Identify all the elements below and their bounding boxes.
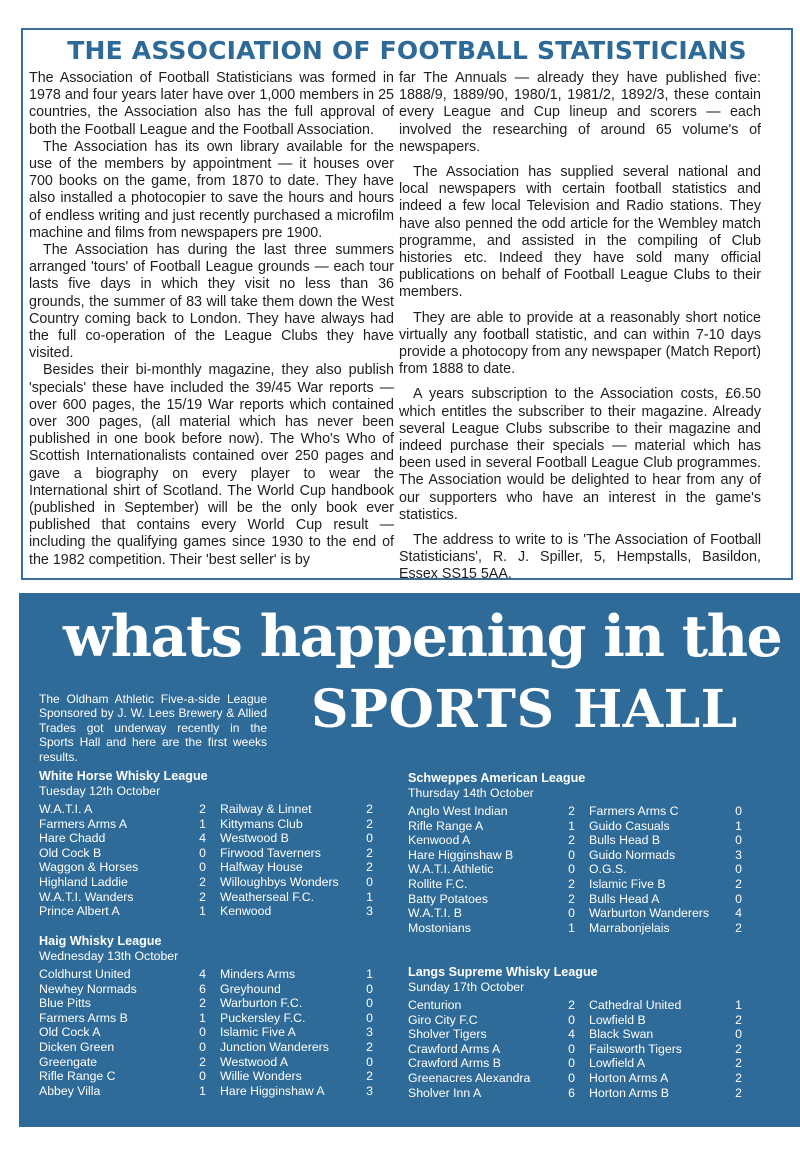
away-team: Kittymans Club [220,816,303,831]
home-team: Farmers Arms A [39,816,128,831]
away-score: 0 [735,833,742,848]
home-team: Greengate [39,1054,98,1069]
fixture-list [39,967,384,1098]
home-score: 0 [199,1069,206,1084]
away-score: 3 [366,1083,373,1098]
fixture-row [39,1025,384,1040]
away-team: Guido Normads [589,847,676,862]
home-score: 0 [568,862,575,877]
away-score: 2 [735,1041,742,1056]
home-score: 0 [199,1025,206,1040]
fixture-row [39,802,384,817]
away-score: 0 [735,804,742,818]
fixture-row [408,892,753,907]
home-score: 2 [568,891,575,906]
fixture-row [39,846,384,861]
home-score: 2 [199,996,206,1011]
away-team: Greyhound [220,981,281,996]
home-team: W.A.T.I. A [39,802,93,816]
fixture-row [408,1071,753,1086]
home-score: 2 [199,889,206,904]
league-name: White Horse Whisky League [39,769,208,783]
article-box [21,28,793,583]
fixture-row [408,1013,753,1028]
away-score: 2 [735,1012,742,1027]
fixture-row [408,833,753,848]
league-date: Tuesday 12th October [39,784,161,798]
article-paragraph: far The Annuals — already they have published five: 1888/9, 1889/90, 1980/1, 1981/2, 1892/3, these contain every League and Cup lineup and scorers — each involved the researching of around 65 volume's of newspapers. [399,70,761,155]
fixture-row [408,819,753,834]
away-team: Warburton Wanderers [589,906,710,921]
home-score: 2 [199,1054,206,1069]
fixture-row [408,804,753,819]
sports-hall-subhead: SPORTS HALL [311,679,738,740]
home-score: 0 [199,845,206,860]
home-team: Blue Pitts [39,996,91,1011]
league-schweppes [408,771,753,935]
home-score: 2 [568,876,575,891]
sports-hall-intro: The Oldham Athletic Five-a-side League Sponsored by J. W. Lees Brewery & Allied Trades got underway recently in the Sports Hall and here are the first weeks results. [39,692,267,764]
away-team: Puckersley F.C. [220,1010,306,1025]
away-team: Black Swan [589,1027,654,1042]
home-team: Newhey Normads [39,981,137,996]
home-team: Coldhurst United [39,967,131,981]
away-score: 2 [735,1085,742,1100]
away-team: Halfway House [220,860,303,875]
home-score: 0 [199,1039,206,1054]
away-team: Westwood A [220,1054,289,1069]
fixture-row [39,860,384,875]
article-paragraph: Besides their bi-monthly magazine, they also publish 'specials' these have included the 39/45 War reports — over 600 pages, the 15/19 War reports which contained over 300 pages, (all material which has never been published in one book before now). The Who's Who of Scottish Internationalists contained over 250 pages and gave a biography on every player to wear the International shirt of Scotland. The World Cup handbook (published in September) will be the only book ever published that contains every World Cup result — including the qualifying games since 1930 to the end of the 1982 competition. Their 'best seller' is by [29,362,394,568]
fixture-row [408,1042,753,1057]
away-team: Firwood Taverners [220,845,321,860]
home-score: 2 [568,804,575,818]
away-team: Minders Arms [220,967,296,981]
home-team: Sholver Tigers [408,1027,487,1042]
away-score: 1 [735,818,742,833]
home-score: 0 [568,1056,575,1071]
away-score: 0 [366,996,373,1011]
fixture-row [408,998,753,1013]
away-team: Horton Arms A [589,1070,669,1085]
home-score: 4 [199,967,206,981]
away-team: Bulls Head B [589,833,661,848]
fixture-list [39,802,384,919]
away-score: 0 [366,981,373,996]
home-team: Giro City F.C [408,1012,478,1027]
away-score: 3 [366,1025,373,1040]
home-score: 1 [568,920,575,935]
home-score: 0 [199,860,206,875]
away-score: 4 [735,906,742,921]
home-team: Abbey Villa [39,1083,101,1098]
fixture-row [39,1069,384,1084]
away-score: 2 [366,845,373,860]
away-score: 1 [366,967,373,981]
away-team: Railway & Linnet [220,802,312,816]
fixture-row [39,875,384,890]
away-team: Farmers Arms C [589,804,679,818]
article-paragraph: The Association has supplied several national and local newspapers with certain football statistics and indeed a few local Television and Radio stations. They have also penned the odd article for the Wembley match programme, and assisted in the compiling of Club histories etc. Indeed they have sold many official publications on behalf of Football League Clubs to their members. [399,164,761,301]
fixture-list [408,804,753,935]
home-team: Hare Chadd [39,831,106,846]
home-score: 0 [568,847,575,862]
away-score: 2 [366,860,373,875]
away-score: 0 [366,1054,373,1069]
article-title: THE ASSOCIATION OF FOOTBALL STATISTICIANS [67,36,747,65]
away-team: Willie Wonders [220,1069,302,1084]
away-team: O.G.S. [589,862,627,877]
home-score: 6 [199,981,206,996]
away-team: Hare Higginshaw A [220,1083,325,1098]
away-score: 2 [735,1056,742,1071]
home-score: 2 [568,998,575,1012]
fixture-row [408,862,753,877]
league-name: Schweppes American League [408,771,586,785]
article-paragraph: They are able to provide at a reasonably short notice virtually any football statistic, and can within 7-10 days provide a photocopy from any newspaper (Match Report) from 1888 to date. [399,309,761,378]
away-team: Weatherseal F.C. [220,889,315,904]
away-score: 0 [735,862,742,877]
league-date: Wednesday 13th October [39,949,179,963]
league-white-horse [39,769,384,919]
away-team: Failsworth Tigers [589,1041,682,1056]
fixture-row [39,1011,384,1026]
away-score: 2 [735,1070,742,1085]
away-team: Kenwood [220,904,272,919]
home-score: 1 [199,1083,206,1098]
home-team: W.A.T.I. Athletic [408,862,494,877]
fixture-row [408,1027,753,1042]
home-score: 2 [568,833,575,848]
fixture-row [39,996,384,1011]
away-score: 0 [366,831,373,846]
home-score: 6 [568,1085,575,1100]
away-team: Lowfield A [589,1056,646,1071]
home-team: Sholver Inn A [408,1085,482,1100]
away-score: 0 [366,874,373,889]
league-name: Haig Whisky League [39,934,162,948]
away-team: Guido Casuals [589,818,670,833]
away-team: Bulls Head A [589,891,660,906]
fixture-list [408,998,753,1100]
league-name: Langs Supreme Whisky League [408,965,598,979]
fixture-row [408,848,753,863]
article-paragraph: The Association has during the last three summers arranged 'tours' of Football League grounds — each tour lasts five days in which they visit no less than 36 grounds, the summer of 83 will take them down the West Country coming back to London. They have always had the full co-operation of the League Clubs they have visited. [29,242,394,362]
article-paragraph: The Association has its own library available for the use of the members by appointment — it houses over 700 books on the game, from 1870 to date. They have also installed a photocopier to save the hours and hours of endless writing and just recently purchased a microfilm machine and films from newspapers pre 1900. [29,138,394,241]
home-team: Prince Albert A [39,904,120,919]
away-score: 0 [366,1010,373,1025]
home-team: Rifle Range C [39,1069,116,1084]
away-team: Warburton F.C. [220,996,303,1011]
home-score: 1 [199,1010,206,1025]
away-team: Horton Arms B [589,1085,669,1100]
home-team: Dicken Green [39,1039,115,1054]
away-score: 2 [366,802,373,816]
fixture-row [408,1056,753,1071]
fixture-row [408,921,753,936]
home-team: Anglo West Indian [408,804,508,818]
home-score: 0 [568,1041,575,1056]
fixture-row [39,1040,384,1055]
home-team: Crawford Arms B [408,1056,501,1071]
home-team: Rollite F.C. [408,876,468,891]
fixture-row [39,904,384,919]
home-team: Old Cock A [39,1025,101,1040]
away-team: Westwood B [220,831,289,846]
fixture-row [39,967,384,982]
article-left-column [29,70,394,569]
home-score: 0 [568,906,575,921]
article-paragraph: A years subscription to the Association costs, £6.50 which entitles the subscriber to their magazine. Already several League Clubs subscribe to their magazine and indeed purchase their specials — material which has been used in several Football League Club programmes. The Association would be delighted to hear from any of our supporters who have an interest in the game's statistics. [399,386,761,523]
home-team: Kenwood A [408,833,471,848]
home-score: 1 [199,816,206,831]
fixture-row [408,906,753,921]
away-team: Junction Wanderers [220,1039,329,1054]
home-team: Crawford Arms A [408,1041,501,1056]
home-score: 2 [199,802,206,816]
home-team: Greenacres Alexandra [408,1070,531,1085]
home-team: W.A.T.I. B [408,906,462,921]
home-team: Farmers Arms B [39,1010,128,1025]
away-score: 3 [735,847,742,862]
fixture-row [39,831,384,846]
fixture-row [408,1086,753,1101]
away-team: Islamic Five A [220,1025,296,1040]
home-team: Hare Higginshaw B [408,847,514,862]
away-team: Lowfield B [589,1012,646,1027]
away-score: 2 [735,920,742,935]
home-team: Old Cock B [39,845,102,860]
home-team: Waggon & Horses [39,860,139,875]
home-team: Highland Laddie [39,874,128,889]
away-score: 0 [735,1027,742,1042]
fixture-row [39,1055,384,1070]
home-score: 2 [199,874,206,889]
home-score: 4 [199,831,206,846]
away-score: 3 [366,904,373,919]
fixture-row [39,817,384,832]
league-haig [39,934,384,1098]
article-paragraph: The Association of Football Statisticians was formed in 1978 and four years later have over 1,000 members in 25 countries, the Association also has the full approval of both the Football League and the Football Association. [29,70,394,138]
home-team: Batty Potatoes [408,891,488,906]
away-score: 1 [366,889,373,904]
away-score: 2 [735,876,742,891]
home-score: 4 [568,1027,575,1042]
league-date: Thursday 14th October [408,786,534,800]
home-team: Rifle Range A [408,818,484,833]
home-score: 1 [199,904,206,919]
home-score: 1 [568,818,575,833]
away-score: 2 [366,1039,373,1054]
article-paragraph: The address to write to is 'The Association of Football Statisticians', R. J. Spiller, 5, Hempstalls, Basildon, Essex SS15 5AA. [399,532,761,583]
home-team: Mostonians [408,920,471,935]
league-date: Sunday 17th October [408,980,525,994]
home-team: W.A.T.I. Wanders [39,889,134,904]
away-team: Willoughbys Wonders [220,874,339,889]
away-team: Islamic Five B [589,876,666,891]
article-right-column [399,70,761,584]
away-score: 1 [735,998,742,1012]
away-score: 2 [366,1069,373,1084]
sports-hall-headline: whats happening in the [63,603,782,670]
away-score: 2 [366,816,373,831]
fixture-row [408,877,753,892]
away-team: Marrabonjelais [589,920,670,935]
sports-hall-panel [19,593,800,1127]
away-team: Cathedral United [589,998,682,1012]
league-langs [408,965,753,1100]
fixture-row [39,890,384,905]
away-score: 0 [735,891,742,906]
home-score: 0 [568,1070,575,1085]
fixture-row [39,1084,384,1099]
home-team: Centurion [408,998,462,1012]
home-score: 0 [568,1012,575,1027]
fixture-row [39,982,384,997]
